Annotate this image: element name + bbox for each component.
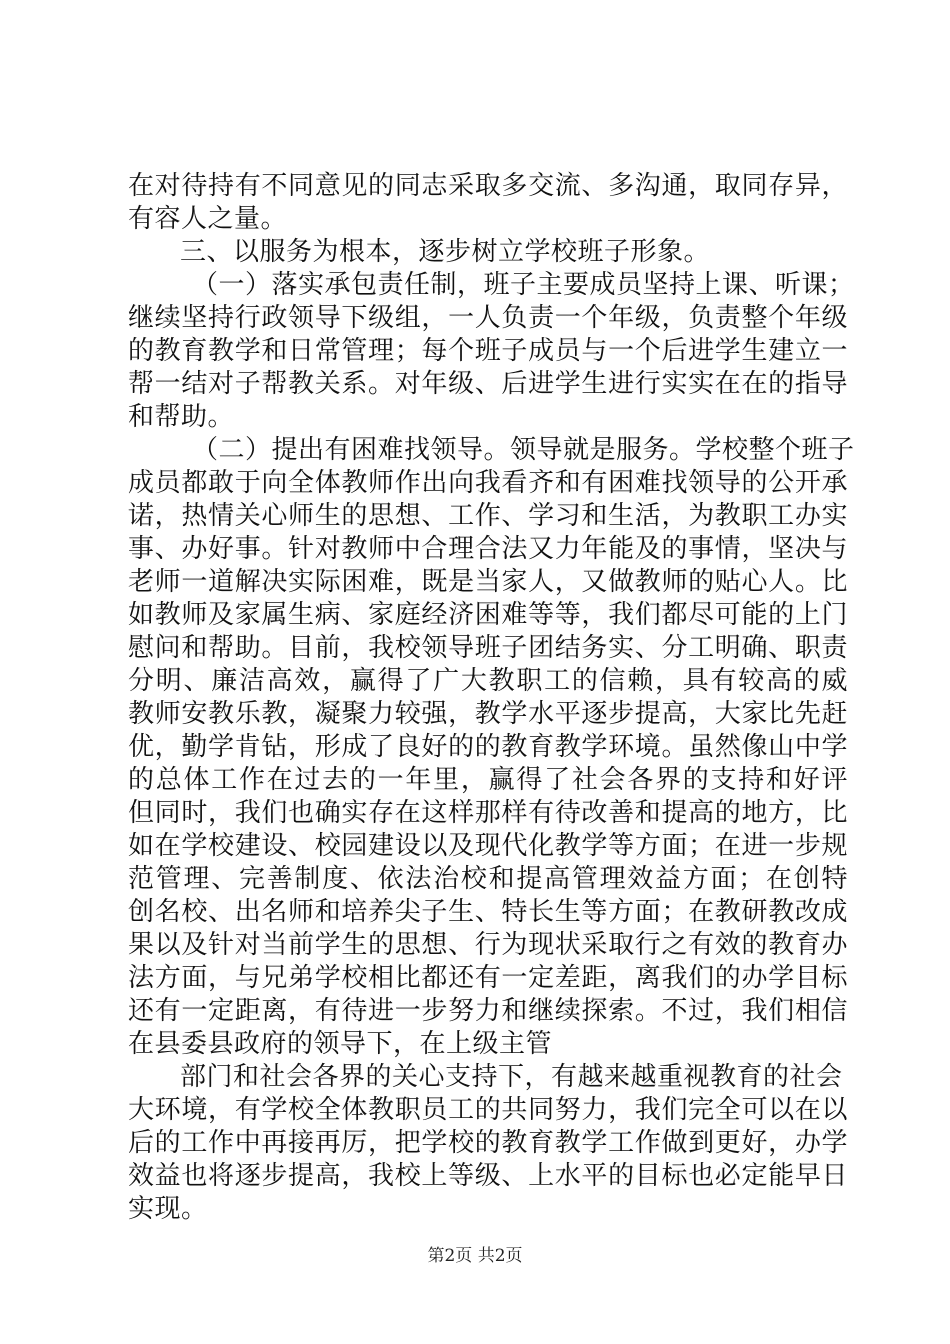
text-line: 效益也将逐步提高，我校上等级、上水平的目标也必定能早日: [128, 1161, 848, 1191]
text-line: 在对待持有不同意见的同志采取多交流、多沟通，取同存异，: [128, 171, 848, 201]
text-line: 的总体工作在过去的一年里，赢得了社会各界的支持和好评: [128, 765, 848, 795]
document-body: [128, 170, 855, 1226]
text-line: 在县委县政府的领导下，在上级主管: [128, 1029, 553, 1059]
text-line: 创名校、出名师和培养尖子生、特长生等方面；在教研教改成: [128, 897, 848, 927]
text-line: 部门和社会各界的关心支持下，有越来越重视教育的社会: [180, 1062, 843, 1092]
text-line: 如教师及家属生病、家庭经济困难等等，我们都尽可能的上门: [128, 600, 848, 630]
text-line: 有容人之量。: [128, 204, 288, 234]
text-line: 但同时，我们也确实存在这样那样有待改善和提高的地方，比: [128, 798, 848, 828]
text-line: 法方面，与兄弟学校相比都还有一定差距，离我们的办学目标: [128, 963, 848, 993]
text-line: 老师一道解决实际困难，既是当家人，又做教师的贴心人。比: [128, 567, 848, 597]
text-line: 如在学校建设、校园建设以及现代化教学等方面；在进一步规: [128, 831, 848, 861]
text-line: 后的工作中再接再厉，把学校的教育教学工作做到更好，办学: [128, 1128, 848, 1158]
text-line: 成员都敢于向全体教师作出向我看齐和有困难找领导的公开承: [128, 468, 848, 498]
text-line: 实现。: [128, 1194, 208, 1224]
text-line: 诺，热情关心师生的思想、工作、学习和生活，为教职工办实: [128, 501, 848, 531]
text-line: 事、办好事。针对教师中合理合法又力年能及的事情，坚决与: [128, 534, 848, 564]
text-line: 帮一结对子帮教关系。对年级、后进学生进行实实在在的指导: [128, 369, 848, 399]
text-line: 果以及针对当前学生的思想、行为现状采取行之有效的教育办: [128, 930, 848, 960]
text-line: 分明、廉洁高效，赢得了广大教职工的信赖，具有较高的威: [128, 666, 848, 696]
text-line: 继续坚持行政领导下级组，一人负责一个年级，负责整个年级: [128, 303, 848, 333]
text-line: 范管理、完善制度、依法治校和提高管理效益方面；在创特: [128, 864, 848, 894]
text-line: 优，勤学肯钻，形成了良好的的教育教学环境。虽然像山中学: [128, 732, 848, 762]
page-number-footer: 第2页 共2页: [427, 1246, 523, 1266]
section-heading: 三、以服务为根本，逐步树立学校班子形象。: [180, 237, 711, 267]
text-line: （一）落实承包责任制，班子主要成员坚持上课、听课；: [192, 270, 855, 300]
text-line: 还有一定距离，有待进一步努力和继续探索。不过，我们相信: [128, 996, 848, 1026]
text-line: 的教育教学和日常管理；每个班子成员与一个后进学生建立一: [128, 336, 848, 366]
text-line: （二）提出有困难找领导。领导就是服务。学校整个班子: [192, 435, 855, 465]
text-line: 大环境，有学校全体教职员工的共同努力，我们完全可以在以: [128, 1095, 848, 1125]
text-line: 慰问和帮助。目前，我校领导班子团结务实、分工明确、职责: [128, 633, 848, 663]
text-line: 和帮助。: [128, 402, 235, 432]
text-line: 教师安教乐教，凝聚力较强，教学水平逐步提高，大家比先赶: [128, 699, 848, 729]
